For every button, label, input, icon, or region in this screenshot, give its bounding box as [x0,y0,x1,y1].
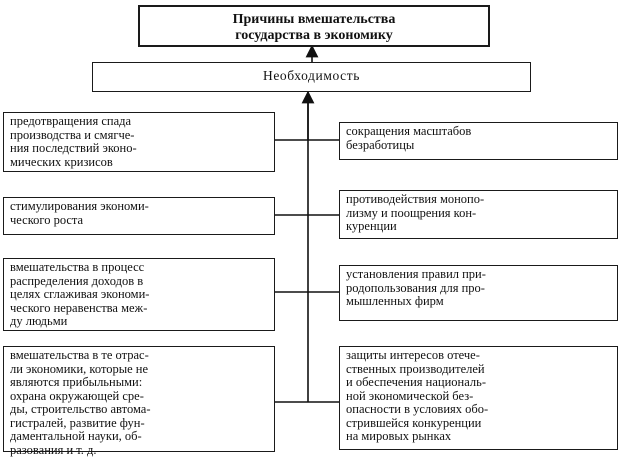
title-line: государства в экономику [146,28,482,44]
box-line: стимулирования экономи- [10,200,268,214]
necessity-box [92,62,531,92]
box-line: даментальной науки, об- [10,430,268,444]
box-line: родопользования для про- [346,282,611,296]
box-line: охрана окружающей сре- [10,390,268,404]
box-line: на мировых рынках [346,430,611,444]
box-line: куренции [346,220,611,234]
left-box-unprofitable [3,346,275,452]
box-line: производства и смягче- [10,129,268,143]
box-line: защиты интересов отече- [346,349,611,363]
box-line: ду людьми [10,315,268,329]
box-line: ной экономической без- [346,390,611,404]
box-line: безработицы [346,139,611,153]
title-box [138,5,490,47]
right-box-nature-rules [339,265,618,321]
box-line: ды, строительство автома- [10,403,268,417]
box-line: являются прибыльными: [10,376,268,390]
box-line: ственных производителей [346,363,611,377]
box-line: ли экономики, которые не [10,363,268,377]
box-line: предотвращения спада [10,115,268,129]
box-line: опасности в условиях обо- [346,403,611,417]
left-box-crisis [3,112,275,172]
box-line: вмешательства в процесс [10,261,268,275]
left-box-growth [3,197,275,235]
box-line: ческого неравенства меж- [10,302,268,316]
box-line: мышленных фирм [346,295,611,309]
box-line: установления правил при- [346,268,611,282]
left-box-income [3,258,275,331]
box-line: стрившейся конкуренции [346,417,611,431]
box-line: разования и т. д. [10,444,268,457]
box-line: гистралей, развитие фун- [10,417,268,431]
box-line: противодействия монопо- [346,193,611,207]
box-line: мических кризисов [10,156,268,170]
right-box-national-security [339,346,618,450]
box-line: вмешательства в те отрас- [10,349,268,363]
right-box-monopoly [339,190,618,239]
right-box-unemployment [339,122,618,160]
necessity-label: Необходимость [263,68,360,83]
box-line: лизму и поощрения кон- [346,207,611,221]
box-line: ческого роста [10,214,268,228]
box-line: и обеспечения националь- [346,376,611,390]
box-line: целях сглаживая экономи- [10,288,268,302]
box-line: ния последствий эконо- [10,142,268,156]
box-line: распределения доходов в [10,275,268,289]
title-line: Причины вмешательства [146,12,482,28]
box-line: сокращения масштабов [346,125,611,139]
